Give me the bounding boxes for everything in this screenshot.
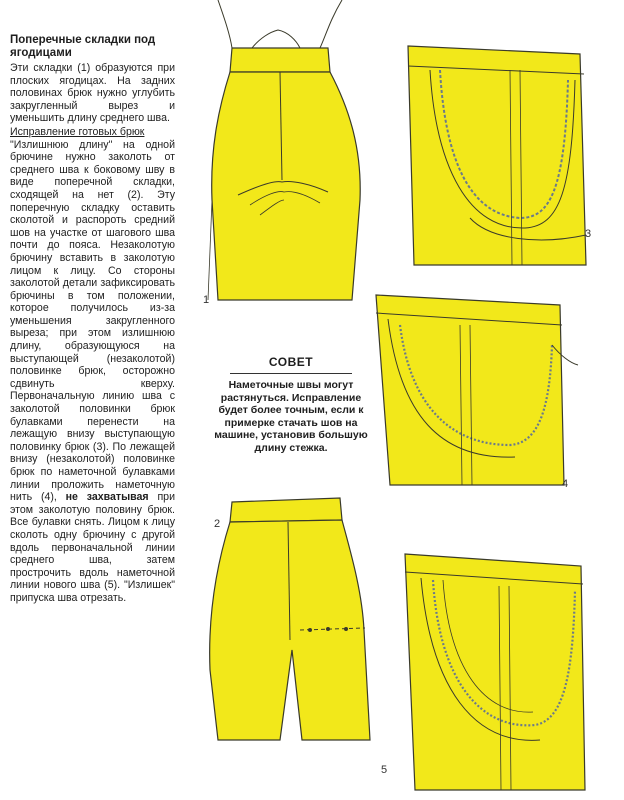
tip-title: СОВЕТ xyxy=(268,355,314,369)
instructions-paragraph xyxy=(10,139,175,605)
figure-5-number: 5 xyxy=(381,764,388,776)
article-text xyxy=(10,34,175,605)
figure-2-illustration xyxy=(200,490,390,800)
figure-5-illustration xyxy=(395,550,600,795)
instructions-text: "Излишнюю длину" на одной брючине нужно заколоть от среднего шва к боковому шву в виде поперечной складки, сходящей на нет (2). Эту поперечную складку оставить сколотой и распороть средний шов на участке от шагового шва почти до пояса. Незаколотую брючину вставить в заколотую лицом к лицу. Со стороны заколотой детали зафиксировать брючины в том положении, которое получилось из-за уменьшения закругленного выреза; при этом излишнюю длину, образующуюся на выступающей (незаколотой) половинке брюк, осторожно сдвинуть кверху. Первоначальную линию шва с заколотой половинки брюк булавками перенести на лежащую внизу выступающую половинку брюк (3). По лежащей внизу (незаколотой) половинке брюк по наметочной булавками линии проложить наметочную нить (4), xyxy=(10,138,175,504)
emphasis-text: не захватывая xyxy=(65,491,149,504)
intro-paragraph: Эти складки (1) образуются при плоских ягодицах. На задних половинах брюк нужно углубить закругленный вырез и уменьшить длину среднего шва. xyxy=(10,62,175,125)
figure-2-number: 2 xyxy=(214,518,221,530)
tip-divider xyxy=(230,373,352,374)
instructions-end: при этом заколотую половину брюк. Все булавки снять. Лицом к лицу сколоть одну брючину с другой вдоль первоначальной линии среднего шва, затем прострочить вдоль наметочной линии нового шва (5). "Излишек" припуска шва отрезать. xyxy=(10,491,175,604)
subheading: Исправление готовых брюк xyxy=(10,125,145,138)
figure-1-illustration xyxy=(200,0,380,320)
figure-3-number: 3 xyxy=(585,228,592,240)
figure-4-illustration xyxy=(370,285,580,495)
article-title: Поперечные складки под ягодицами xyxy=(10,34,156,59)
figure-4-number: 4 xyxy=(562,478,569,490)
figure-1-number: 1 xyxy=(203,294,210,306)
tip-text: Наметочные швы могут растянуться. Исправление будет более точным, если к примерке стачать шов на машине, установив большую длину стежка. xyxy=(214,379,368,454)
tip-box xyxy=(208,355,374,454)
figure-3-illustration xyxy=(400,40,600,270)
